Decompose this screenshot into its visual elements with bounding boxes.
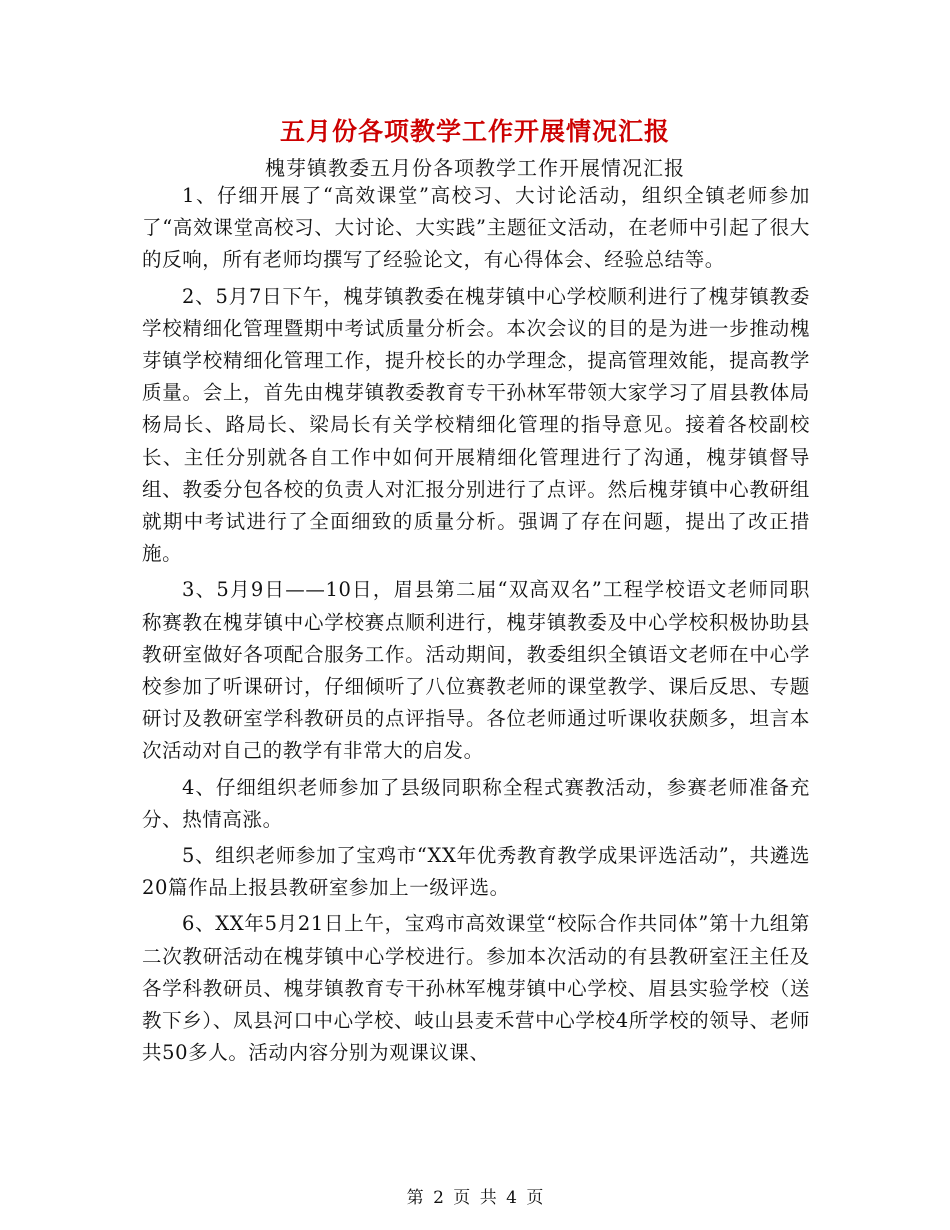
paragraph-2: 2、5月7日下午，槐芽镇教委在槐芽镇中心学校顺利进行了槐芽镇教委学校精细化管理暨期中考试质量分析会。本次会议的目的是为进一步推动槐芽镇学校精细化管理工作，提升校长的办学理念，提高管理效能，提高教学质量。会上，首先由槐芽镇教委教育专干孙林军带领大家学习了眉县教体局杨局长、路局长、梁局长有关学校精细化管理的指导意见。接着各校副校长、主任分别就各自工作中如何开展精细化管理进行了沟通，槐芽镇督导组、教委分包各校的负责人对汇报分别进行了点评。然后槐芽镇中心教研组就期中考试进行了全面细致的质量分析。强调了存在问题，提出了改正措施。 — [142, 284, 810, 566]
document-subtitle: 槐芽镇教委五月份各项教学工作开展情况汇报 — [265, 156, 685, 180]
paragraph-5: 5、组织老师参加了宝鸡市“XX年优秀教育教学成果评选活动”，共遴选20篇作品上报县教研室参加上一级评选。 — [142, 844, 810, 900]
paragraph-3: 3、5月9日——10日，眉县第二届“双高双名”工程学校语文老师同职称赛教在槐芽镇中心学校赛点顺利进行，槐芽镇教委及中心学校积极协助县教研室做好各项配合服务工作。活动期间，教委组织全镇语文老师在中心学校参加了听课研讨，仔细倾听了八位赛教老师的课堂教学、课后反思、专题研讨及教研室学科教研员的点评指导。各位老师通过听课收获颇多，坦言本次活动对自己的教学有非常大的启发。 — [142, 578, 810, 763]
document-body — [142, 180, 810, 1073]
document-title: 五月份各项教学工作开展情况汇报 — [279, 117, 670, 146]
paragraph-4: 4、仔细组织老师参加了县级同职称全程式赛教活动，参赛老师准备充分、热情高涨。 — [142, 775, 810, 831]
paragraph-6: 6、XX年5月21日上午，宝鸡市高效课堂“校际合作共同体”第十九组第二次教研活动在槐芽镇中心学校进行。参加本次活动的有县教研室汪主任及各学科教研员、槐芽镇教育专干孙林军槐芽镇中心学校、眉县实验学校（送教下乡）、凤县河口中心学校、岐山县麦禾营中心学校4所学校的领导、老师共50多人。活动内容分别为观课议课、 — [142, 912, 810, 1065]
paragraph-1: 1、仔细开展了“高效课堂”高校习、大讨论活动，组织全镇老师参加了“高效课堂高校习、大讨论、大实践”主题征文活动，在老师中引起了很大的反响，所有老师均撰写了经验论文，有心得体会、经验总结等。 — [142, 184, 810, 272]
page-number-footer: 第 2 页 共 4 页 — [406, 1188, 544, 1208]
